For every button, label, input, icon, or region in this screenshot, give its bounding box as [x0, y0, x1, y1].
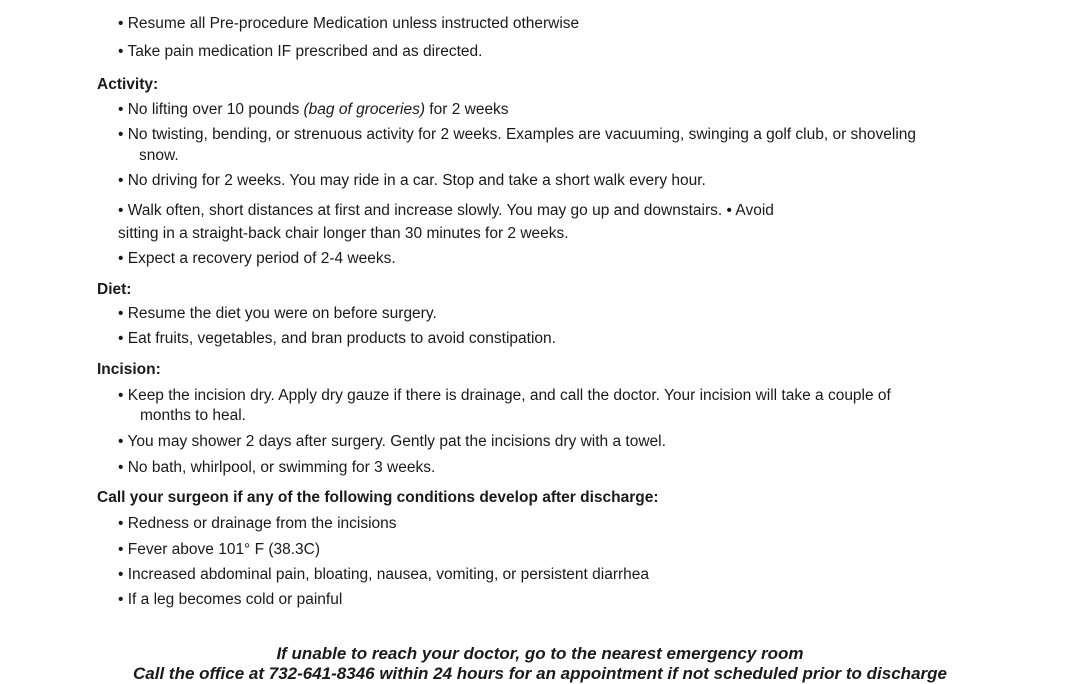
list-item: • You may shower 2 days after surgery. Gently pat the incisions dry with a towel.	[118, 433, 666, 450]
list-item-continuation: months to heal.	[140, 407, 246, 424]
list-item: • If a leg becomes cold or painful	[118, 591, 343, 608]
section-heading-diet: Diet:	[97, 281, 132, 298]
section-heading-incision: Incision:	[97, 361, 161, 378]
list-item-continuation: snow.	[139, 147, 179, 164]
list-item: • Increased abdominal pain, bloating, nausea, vomiting, or persistent diarrhea	[118, 566, 650, 583]
list-item: • No twisting, bending, or strenuous activity for 2 weeks. Examples are vacuuming, swinging a golf club, or shoveling	[118, 126, 917, 143]
office-call-notice: Call the office at 732-641-8346 within 24 hours for an appointment if not scheduled prior to discharge	[133, 664, 947, 683]
list-item-emphasis: (bag of groceries)	[303, 101, 425, 118]
list-item: • No driving for 2 weeks. You may ride in a car. Stop and take a short walk every hour.	[118, 172, 706, 189]
emergency-notice: If unable to reach your doctor, go to the nearest emergency room	[276, 644, 804, 663]
list-item: • Redness or drainage from the incisions	[118, 515, 397, 532]
list-item: • Walk often, short distances at first and increase slowly. You may go up and downstairs. • Avoid	[118, 202, 774, 219]
section-heading-activity: Activity:	[97, 76, 159, 93]
list-item: • Take pain medication IF prescribed and as directed.	[118, 43, 483, 60]
list-item-continuation: sitting in a straight-back chair longer than 30 minutes for 2 weeks.	[118, 225, 569, 242]
list-item: • Fever above 101° F (38.3C)	[118, 541, 321, 558]
list-item: • Keep the incision dry. Apply dry gauze if there is drainage, and call the doctor. Your incision will take a couple of	[118, 387, 891, 404]
list-item	[118, 100, 509, 120]
list-item: • Resume the diet you were on before surgery.	[118, 305, 437, 322]
list-item-text: for 2 weeks	[425, 101, 509, 118]
list-item: • Resume all Pre-procedure Medication unless instructed otherwise	[118, 15, 580, 32]
list-item: • Expect a recovery period of 2-4 weeks.	[118, 250, 396, 267]
list-item: • Eat fruits, vegetables, and bran products to avoid constipation.	[118, 330, 556, 347]
list-item-text: • No lifting over 10 pounds	[118, 101, 304, 118]
list-item: • No bath, whirlpool, or swimming for 3 weeks.	[118, 459, 436, 476]
section-heading-call-surgeon: Call your surgeon if any of the following conditions develop after discharge:	[97, 489, 659, 506]
